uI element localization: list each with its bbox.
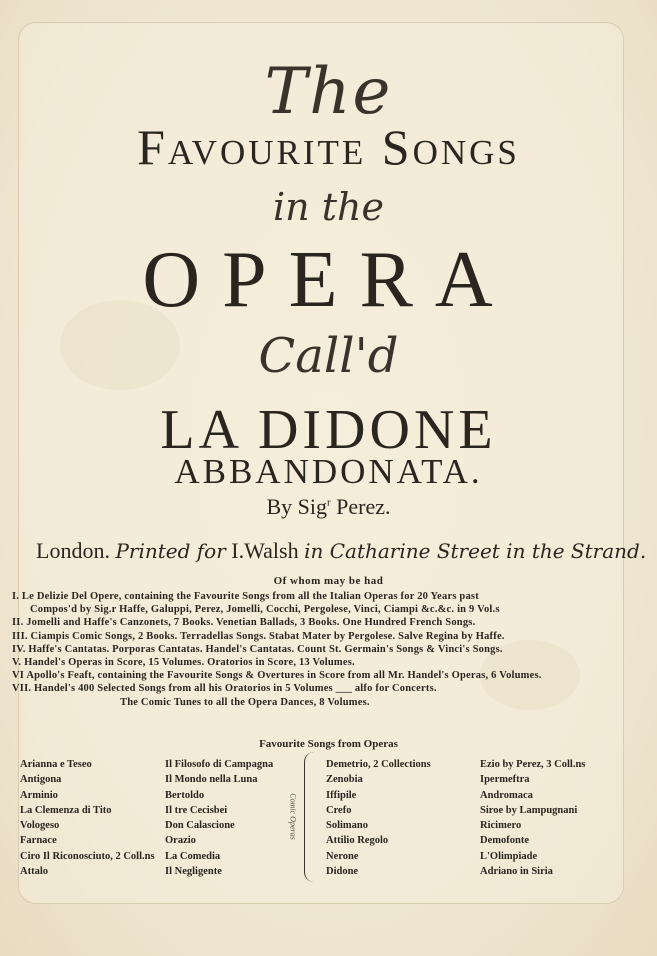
catalog-item: I. Le Delizie Del Opere, containing the Favourite Songs from all the Italian Operas for 20 Years past xyxy=(12,591,479,602)
opera-column-3 xyxy=(326,757,431,879)
composer-line xyxy=(0,494,657,520)
imprint-walsh: I.Walsh xyxy=(231,538,299,563)
opera-title: Andromaca xyxy=(480,789,533,801)
opera-title: Ciro Il Riconosciuto, 2 Coll.ns xyxy=(20,850,155,862)
favourite-songs-heading: Favourite Songs from Operas xyxy=(259,738,398,750)
opera-title: Farnace xyxy=(20,835,57,847)
opera-title: Orazio xyxy=(165,835,196,847)
opera-title: Solimano xyxy=(326,820,369,832)
catalog-item: II. Jomelli and Haffe's Canzonets, 7 Books. Venetian Ballads, 3 Books. One Hundred French Songs. xyxy=(12,617,476,629)
imprint-printed-for: Printed for xyxy=(115,539,226,563)
opera-title: Don Calascione xyxy=(165,820,235,832)
opera-title: Il Filosofo di Campagna xyxy=(165,759,274,770)
composer-name: Perez. xyxy=(330,494,391,519)
catalog-item: V. Handel's Operas in Score, 15 Volumes. Oratorios in Score, 13 Volumes. xyxy=(12,657,355,669)
opera-title: L'Olimpiade xyxy=(480,850,538,862)
comic-operas-label: Comic Operas xyxy=(288,793,298,840)
composer-by-sup: r xyxy=(327,496,331,509)
opera-title: Didone xyxy=(326,866,359,878)
opera-title: Bertoldo xyxy=(165,789,205,801)
imprint-street: in Catharine Street in the Strand. xyxy=(304,539,647,563)
title-the: The xyxy=(264,55,393,129)
opera-title: La Clemenza di Tito xyxy=(20,804,112,816)
opera-title: Arianna e Teseo xyxy=(20,759,92,770)
opera-title: Iffipile xyxy=(326,789,357,801)
of-whom-heading: Of whom may be had xyxy=(273,575,384,587)
opera-title: Demofonte xyxy=(480,835,529,847)
opera-title: Attilio Regolo xyxy=(326,835,389,847)
title-favourite-songs: Favourite Songs xyxy=(137,119,520,175)
comic-operas-bracket xyxy=(304,752,319,882)
opera-title: Il Mondo nella Luna xyxy=(165,774,258,786)
catalog-item: The Comic Tunes to all the Opera Dances, 8 Volumes. xyxy=(120,696,370,708)
imprint-line xyxy=(36,538,647,564)
title-calld: Call'd xyxy=(258,328,399,384)
opera-title: Ezio by Perez, 3 Coll.ns xyxy=(480,759,586,770)
opera-title: Adriano in Siria xyxy=(480,866,553,878)
opera-title: La Comedia xyxy=(165,850,221,862)
catalog-item: VII. Handel's 400 Selected Songs from all his Oratorios in 5 Volumes ___ alfo for Concerts. xyxy=(12,683,437,695)
catalog-list xyxy=(12,590,642,709)
opera-title: Siroe by Lampugnani xyxy=(480,804,578,816)
opera-title: Antigona xyxy=(20,774,62,786)
catalog-item: IV. Haffe's Cantatas. Porporas Cantatas. Handel's Cantatas. Count St. Germain's Songs & Vinci's Songs. xyxy=(12,643,503,655)
opera-title: Zenobia xyxy=(326,774,363,786)
title-abbandonata: ABBANDONATA. xyxy=(174,452,483,491)
opera-title: Demetrio, 2 Collections xyxy=(326,759,431,770)
opera-title: Nerone xyxy=(326,850,359,862)
opera-title: Il tre Cecisbei xyxy=(165,804,228,816)
opera-column-4 xyxy=(480,757,585,879)
composer-by: By Sig xyxy=(266,494,327,519)
opera-title: Ipermeftra xyxy=(480,774,530,786)
opera-column-2 xyxy=(165,757,273,879)
catalog-item: III. Ciampis Comic Songs, 2 Books. Terradellas Songs. Stabat Mater by Pergolese. Salve Regina by Haffe. xyxy=(12,630,505,642)
opera-title: Attalo xyxy=(20,866,48,878)
catalog-item: VI Apollo's Feaft, containing the Favourite Songs & Overtures in Score from all Mr. Handel's Operas, 6 Volumes. xyxy=(12,670,542,682)
opera-title: Arminio xyxy=(20,789,58,801)
title-in-the: in the xyxy=(273,185,384,229)
opera-title: Ricimero xyxy=(480,820,522,832)
opera-title: Crefo xyxy=(326,804,352,816)
title-opera: OPERA xyxy=(142,236,515,324)
opera-column-1 xyxy=(20,757,155,879)
opera-title: Il Negligente xyxy=(165,866,222,878)
title-la-didone: LA DIDONE xyxy=(160,399,497,461)
imprint-london: London. xyxy=(36,538,110,563)
opera-title: Vologeso xyxy=(20,820,60,832)
catalog-item: Compos'd by Sig.r Haffe, Galuppi, Perez, Jomelli, Cocchi, Pergolese, Vinci, Ciampi &c.&c. in 9 Vol.s xyxy=(30,604,500,616)
